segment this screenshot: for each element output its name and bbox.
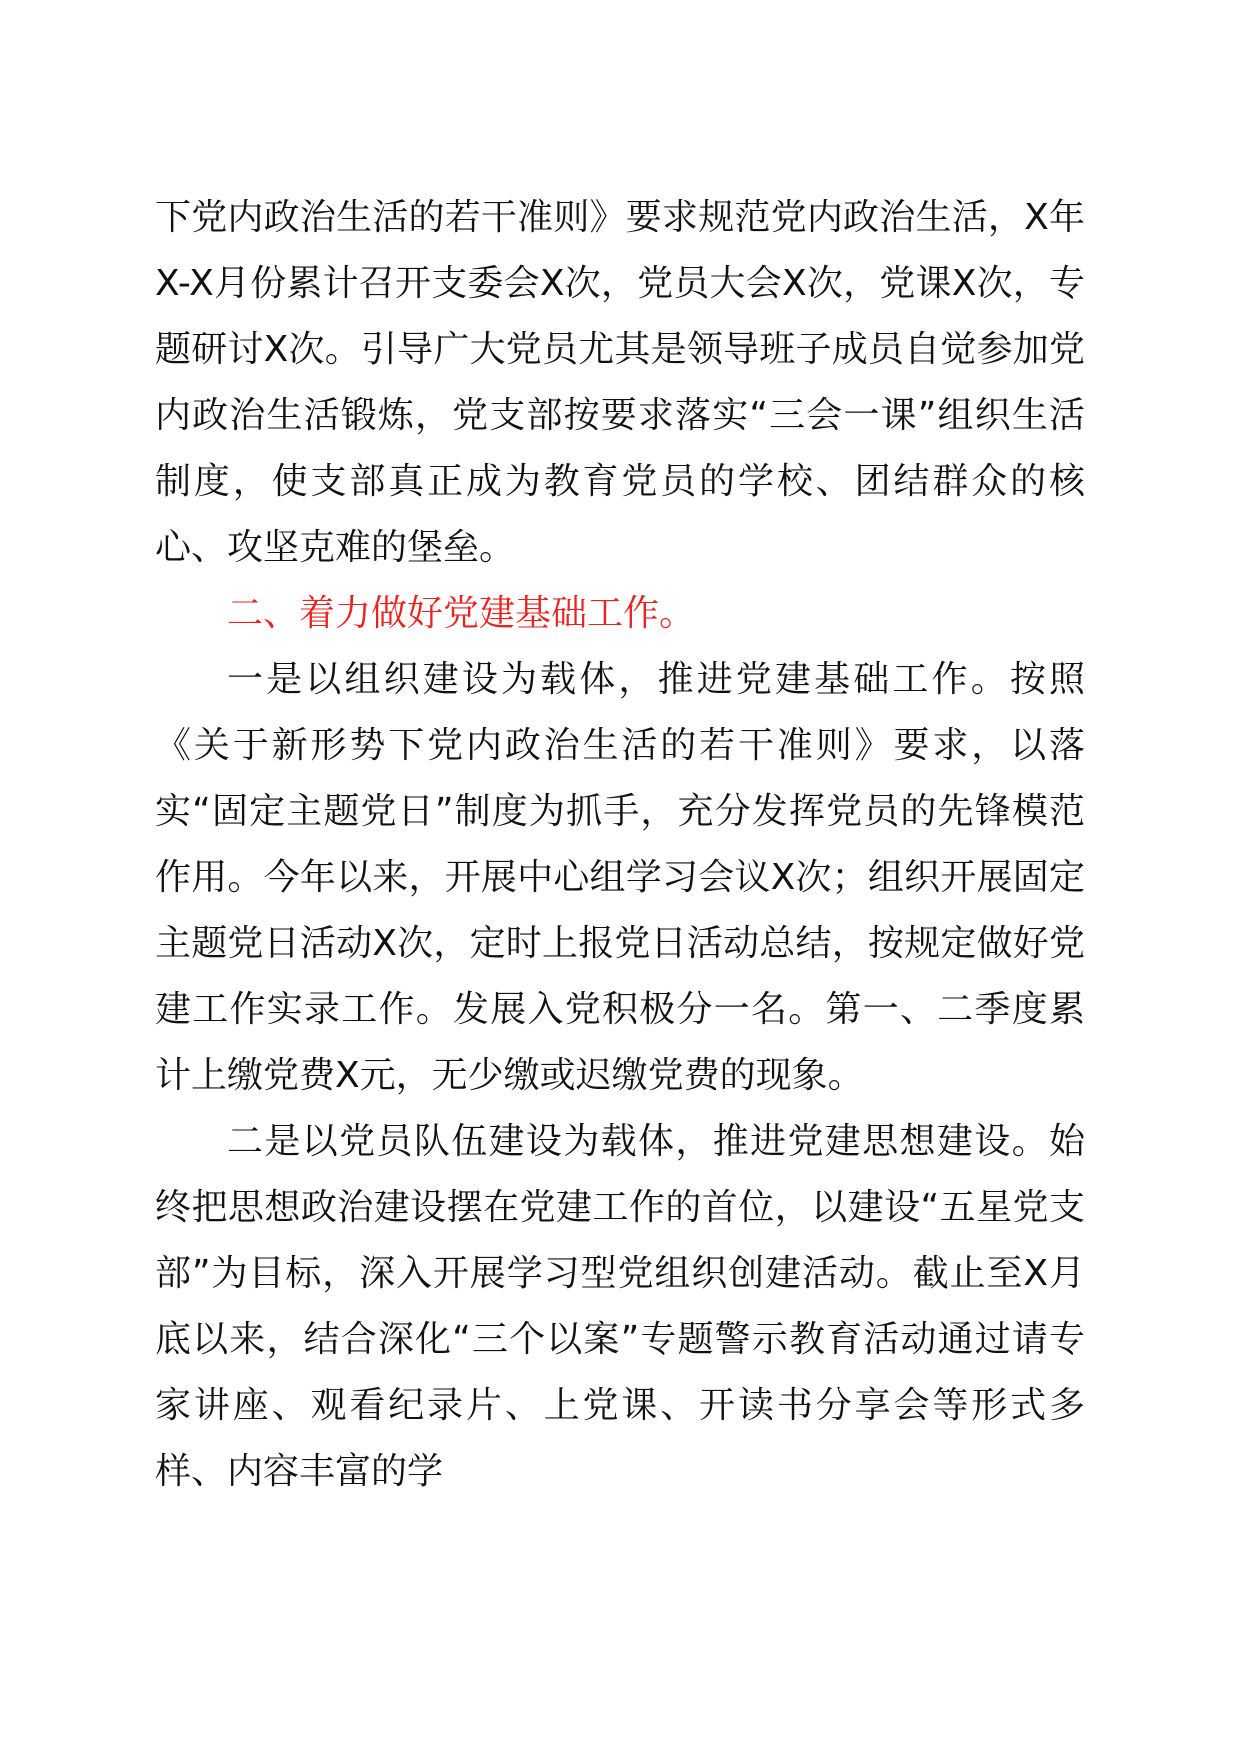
paragraph-organization-building: 一是以组织建设为载体，推进党建基础工作。按照《关于新形势下党内政治生活的若干准则》要求，以落实“固定主题党日”制度为抓手，充分发挥党员的先锋模范作用。今年以来，开展中心组学习会议X次；组织开展固定主题党日活动X次，定时上报党日活动总结，按规定做好党建工作实录工作。发展入党积极分一名。第一、二季度累计上缴党费X元，无少缴或迟缴党费的现象。 bbox=[155, 659, 1085, 1096]
paragraph-member-team-building: 二是以党员队伍建设为载体，推进党建思想建设。始终把思想政治建设摆在党建工作的首位，以建设“五星党支部”为目标，深入开展学习型党组织创建活动。截止至X月底以来，结合深化“三个以案”专题警示教育活动通过请专家讲座、观看纪录片、上党课、开读书分享会等形式多样、内容丰富的学 bbox=[155, 1121, 1085, 1492]
section-heading-party-building-basics: 二、着力做好党建基础工作。 bbox=[227, 593, 696, 634]
paragraph-party-life: 下党内政治生活的若干准则》要求规范党内政治生活，X年X-X月份累计召开支委会X次，党员大会X次，党课X次，专题研讨X次。引导广大党员尤其是领导班子成员自觉参加党内政治生活锻炼，党支部按要求落实“三会一课”组织生活制度，使支部真正成为教育党员的学校、团结群众的核心、攻坚克难的堡垒。 bbox=[155, 197, 1085, 568]
document-body bbox=[155, 185, 1085, 1505]
